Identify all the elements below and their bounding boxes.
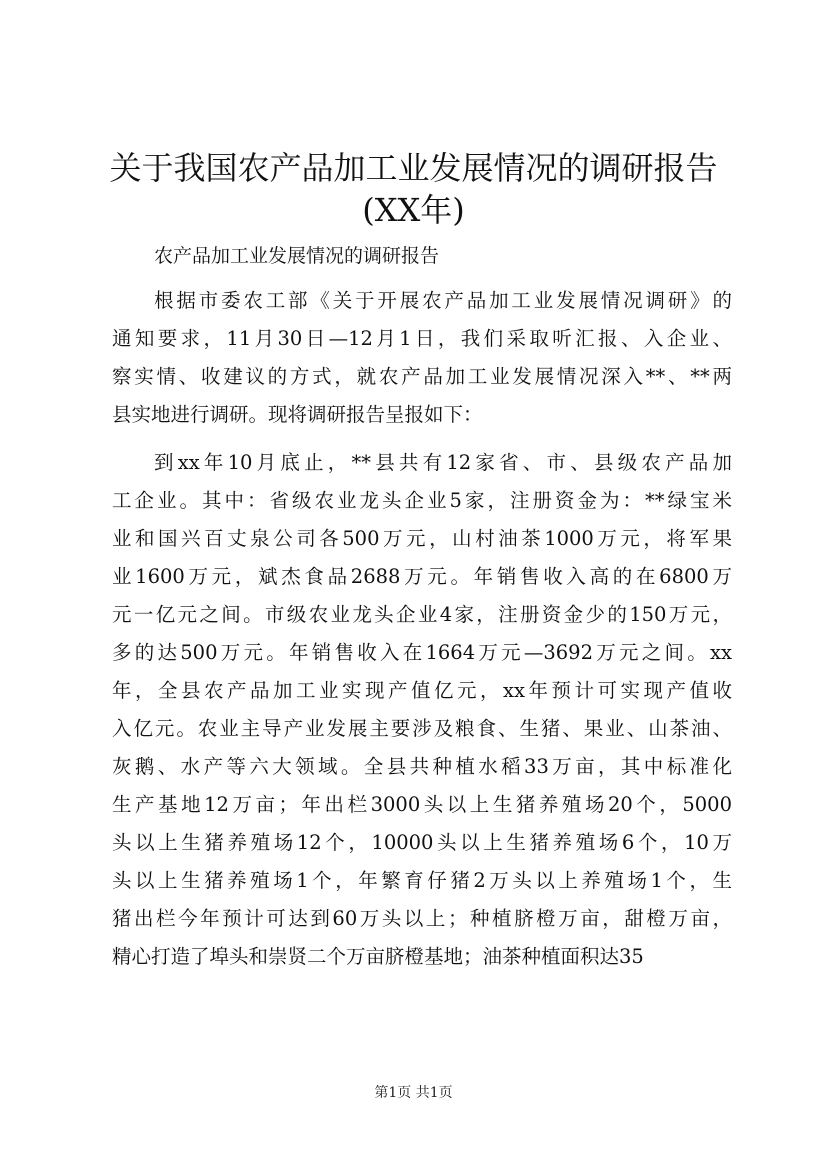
paragraph-1-line: 根据市委农工部《关于开展农产品加工业发展情况调研》的 [154, 289, 732, 312]
paragraph-2-line: 头以上生猪养殖场12个，10000头以上生猪养殖场6个，10万 [112, 831, 732, 854]
paragraph-2-line: 生产基地12万亩；年出栏3000头以上生猪养殖场20个，5000 [112, 793, 732, 816]
paragraph-2-line: 元一亿元之间。市级农业龙头企业4家，注册资金少的150万元， [112, 603, 732, 626]
document-title-year: (XX年) [362, 191, 465, 229]
paragraph-1-line: 县实地进行调研。现将调研报告呈报如下： [112, 403, 483, 426]
paragraph-2-line: 灰鹅、水产等六大领域。全县共种植水稻33万亩，其中标准化 [112, 755, 732, 778]
paragraph-2-line: 业和国兴百丈泉公司各500万元，山村油茶1000万元，将军果 [112, 527, 732, 550]
page-number-footer: 第1页 共1页 [374, 1085, 453, 1101]
document-subtitle: 农产品加工业发展情况的调研报告 [154, 245, 440, 267]
paragraph-2-line: 入亿元。农业主导产业发展主要涉及粮食、生猪、果业、山茶油、 [112, 717, 732, 740]
paragraph-2-line: 工企业。其中：省级农业龙头企业5家，注册资金为：**绿宝米 [112, 489, 732, 512]
paragraph-2-line: 到xx年10月底止，**县共有12家省、市、县级农产品加 [154, 451, 732, 474]
paragraph-2-line: 年，全县农产品加工业实现产值亿元，xx年预计可实现产值收 [112, 679, 732, 702]
paragraph-2-line: 多的达500万元。年销售收入在1664万元—3692万元之间。xx [112, 641, 732, 664]
paragraph-2-line: 猪出栏今年预计可达到60万头以上；种植脐橙万亩，甜橙万亩， [112, 907, 732, 930]
paragraph-2-line: 精心打造了埠头和崇贤二个万亩脐橙基地；油茶种植面积达35 [112, 945, 644, 968]
document-title: 关于我国农产品加工业发展情况的调研报告 [109, 149, 718, 187]
paragraph-1-line: 通知要求，11月30日—12月1日，我们采取听汇报、入企业、 [112, 327, 732, 350]
paragraph-1-line: 察实情、收建议的方式，就农产品加工业发展情况深入**、**两 [112, 365, 732, 388]
paragraph-2-line: 头以上生猪养殖场1个，年繁育仔猪2万头以上养殖场1个，生 [112, 869, 732, 892]
paragraph-2-line: 业1600万元，斌杰食品2688万元。年销售收入高的在6800万 [112, 565, 732, 588]
